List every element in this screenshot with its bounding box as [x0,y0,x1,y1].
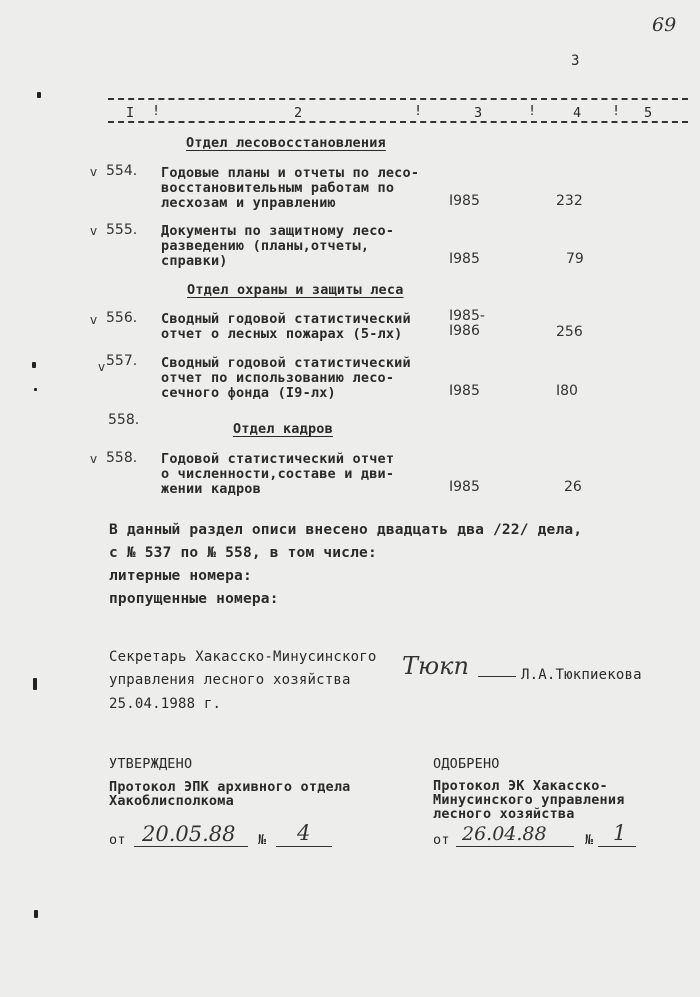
entry-title-line: жении кадров [161,481,261,497]
section-heading: Отдел кадров [233,421,333,437]
approval-from-label: от [433,832,450,848]
column-header-1: I [126,105,135,121]
approval-title: УТВЕРЖДЕНО [109,756,193,772]
entry-title-line: Сводный годовой статистический [161,355,411,371]
entry-title-line: разведению (планы,отчеты, [161,238,370,254]
entry-title-line: Годовые планы и отчеты по лесо- [161,165,420,181]
header-top-rule [108,98,688,100]
entry-pages: 256 [556,324,583,340]
approval-date: 26.04.88 [462,823,547,845]
entry-pages: I80 [556,383,578,399]
approval-line: Протокол ЭПК архивного отдела [109,779,351,795]
entry-title-line: сечного фонда (I9-лх) [161,385,336,401]
number-line [598,846,636,847]
column-header-5: 5 [644,105,653,121]
header-bottom-rule [108,121,688,123]
check-mark: v [98,360,106,374]
date-line [134,846,248,847]
entry-title-line: Сводный годовой статистический [161,311,411,327]
entry-title-line: о численности,составе и дви- [161,466,395,482]
entry-pages: 26 [564,479,582,495]
summary-line: В данный раздел описи внесено двадцать два /22/ дела, [109,522,583,538]
margin-mark [37,92,41,98]
check-mark: v [90,313,98,327]
entry-year: I985- I986 [449,308,485,339]
entry-number: 555. [106,222,138,238]
signer-role: Секретарь Хакасско-Минусинского [109,649,377,665]
entry-number: 558. [108,412,140,428]
entry-title-line: отчет о лесных пожарах (5-лх) [161,326,403,342]
entry-title-line: лесхозам и управлению [161,195,336,211]
column-header-2: 2 [294,105,303,121]
entry-title-line: справки) [161,253,228,269]
entry-pages: 79 [566,251,584,267]
check-mark: v [90,452,98,466]
summary-line: пропущенные номера: [109,591,279,607]
entry-year: I985 [449,251,480,267]
margin-mark [34,910,38,918]
signature-date: 25.04.1988 г. [109,696,222,712]
number-line [276,846,332,847]
signature-line [478,676,516,677]
entry-number: 557. [106,353,138,369]
approval-no-label: № [258,832,267,848]
approval-number: 4 [297,821,311,845]
entry-year: I985 [449,193,480,209]
entry-title-line: отчет по использованию лесо- [161,370,395,386]
margin-mark [34,388,37,391]
entry-year: I985 [449,479,480,495]
column-separator: ! [414,103,423,119]
column-header-4: 4 [573,105,582,121]
entry-number: 558. [106,450,138,466]
approval-line: лесного хозяйства [433,806,575,822]
section-heading: Отдел охраны и защиты леса [187,282,404,298]
section-heading: Отдел лесовосстановления [186,135,386,151]
handwritten-signature: Тюкп [402,652,469,680]
signer-name: Л.А.Тюкпиекова [521,667,642,683]
column-separator: ! [612,103,621,119]
margin-mark [32,362,36,368]
entry-number: 556. [106,310,138,326]
approval-line: Минусинского управления [433,792,625,808]
summary-line: с № 537 по № 558, в том числе: [109,545,377,561]
entry-title-line: Годовой статистический отчет [161,451,395,467]
entry-year: I985 [449,383,480,399]
check-mark: v [90,165,98,179]
summary-line: литерные номера: [109,568,252,584]
margin-mark [33,678,37,690]
column-separator: ! [528,103,537,119]
approval-from-label: от [109,832,126,848]
check-mark: v [90,224,98,238]
approval-no-label: № [585,832,594,848]
entry-pages: 232 [556,193,583,209]
approval-date: 20.05.88 [142,822,236,846]
date-line [456,846,574,847]
approval-line: Хакоблисполкома [109,793,234,809]
approval-title: ОДОБРЕНО [433,756,500,772]
page-number: 3 [571,53,580,69]
column-separator: ! [152,103,161,119]
entry-number: 554. [106,163,138,179]
approval-number: 1 [613,821,627,845]
signer-role: управления лесного хозяйства [109,672,351,688]
approval-line: Протокол ЭК Хакасско- [433,778,608,794]
entry-title-line: восстановительным работам по [161,180,395,196]
entry-title-line: Документы по защитному лесо- [161,223,395,239]
column-header-3: 3 [474,105,483,121]
folio-number: 69 [652,14,677,36]
